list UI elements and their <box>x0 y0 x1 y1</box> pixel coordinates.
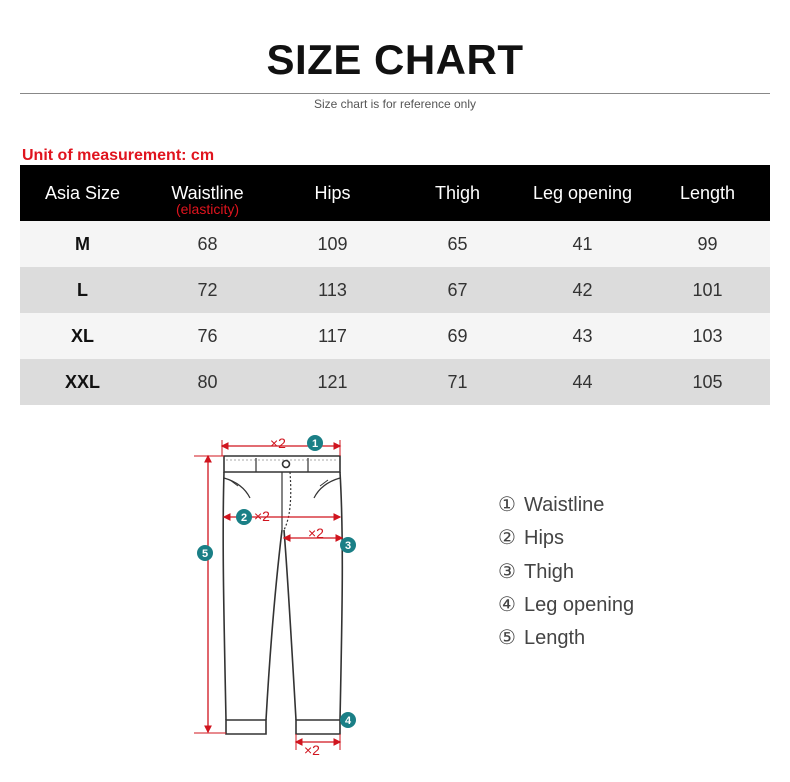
header-label: Hips <box>314 182 351 203</box>
legend-number: ③ <box>498 560 516 583</box>
pants-diagram <box>180 420 380 765</box>
legend-item-waistline <box>498 490 634 523</box>
legend-number: ⑤ <box>498 627 516 650</box>
legend-label: Leg opening <box>524 593 635 616</box>
legend-label: Length <box>524 627 586 650</box>
table-cell: 105 <box>645 359 770 405</box>
legend-item-length <box>498 623 634 656</box>
header-label: Length <box>679 182 736 203</box>
header-asia-size <box>20 165 145 221</box>
table-cell: 103 <box>645 313 770 359</box>
table-row <box>20 359 770 405</box>
measurement-legend <box>498 490 634 656</box>
table-row <box>20 313 770 359</box>
marker-1-label: 1 <box>311 438 319 450</box>
header-thigh <box>395 165 520 221</box>
legend-number: ② <box>498 527 516 550</box>
legend-label: Hips <box>524 527 565 550</box>
table-cell: 41 <box>520 221 645 267</box>
table-cell: 109 <box>270 221 395 267</box>
table-cell: 42 <box>520 267 645 313</box>
legend-item-hips <box>498 523 634 556</box>
table-cell: 101 <box>645 267 770 313</box>
table-cell: 71 <box>395 359 520 405</box>
measure-arrows <box>194 440 342 750</box>
table-cell: 43 <box>520 313 645 359</box>
header-label: Waistline <box>171 182 244 203</box>
unit-label: Unit of measurement: cm <box>22 147 215 164</box>
page-subtitle: Size chart is for reference only <box>313 97 477 111</box>
legend-number: ④ <box>498 593 516 616</box>
table-row <box>20 221 770 267</box>
times-two-label: ×2 <box>270 435 286 451</box>
header-label: Thigh <box>434 182 481 203</box>
times-two-label: ×2 <box>308 525 324 541</box>
table-cell: 68 <box>145 221 270 267</box>
table-cell: 99 <box>645 221 770 267</box>
size-table <box>20 165 770 405</box>
header-sub-label: (elasticity) <box>175 201 239 217</box>
table-header-row <box>20 165 770 221</box>
page-title: SIZE CHART <box>266 36 524 83</box>
header-leg-opening <box>520 165 645 221</box>
table-cell: 113 <box>270 267 395 313</box>
legend-label: Waistline <box>524 494 605 516</box>
legend-number: ① <box>498 494 516 516</box>
marker-5-label: 5 <box>201 548 209 560</box>
table-row <box>20 267 770 313</box>
legend-item-leg-opening <box>498 590 634 623</box>
table-cell: 76 <box>145 313 270 359</box>
table-cell: 72 <box>145 267 270 313</box>
legend-item-thigh <box>498 557 634 590</box>
marker-3-label: 3 <box>344 540 352 552</box>
size-cell: XXL <box>20 359 145 405</box>
title-divider <box>20 93 770 94</box>
table-cell: 65 <box>395 221 520 267</box>
pants-outline <box>223 456 342 734</box>
legend-label: Thigh <box>524 560 575 583</box>
table-cell: 69 <box>395 313 520 359</box>
header-waistline <box>145 165 270 221</box>
marker-2-label: 2 <box>240 512 248 524</box>
size-cell: L <box>20 267 145 313</box>
header-label: Leg opening <box>532 182 633 203</box>
table-cell: 121 <box>270 359 395 405</box>
table-cell: 44 <box>520 359 645 405</box>
header-label: Asia Size <box>44 182 121 203</box>
table-cell: 117 <box>270 313 395 359</box>
size-cell: XL <box>20 313 145 359</box>
size-cell: M <box>20 221 145 267</box>
header-length <box>645 165 770 221</box>
header-hips <box>270 165 395 221</box>
marker-4-label: 4 <box>344 715 352 727</box>
table-cell: 67 <box>395 267 520 313</box>
times-two-label: ×2 <box>304 742 320 758</box>
times-two-label: ×2 <box>254 508 270 524</box>
table-cell: 80 <box>145 359 270 405</box>
